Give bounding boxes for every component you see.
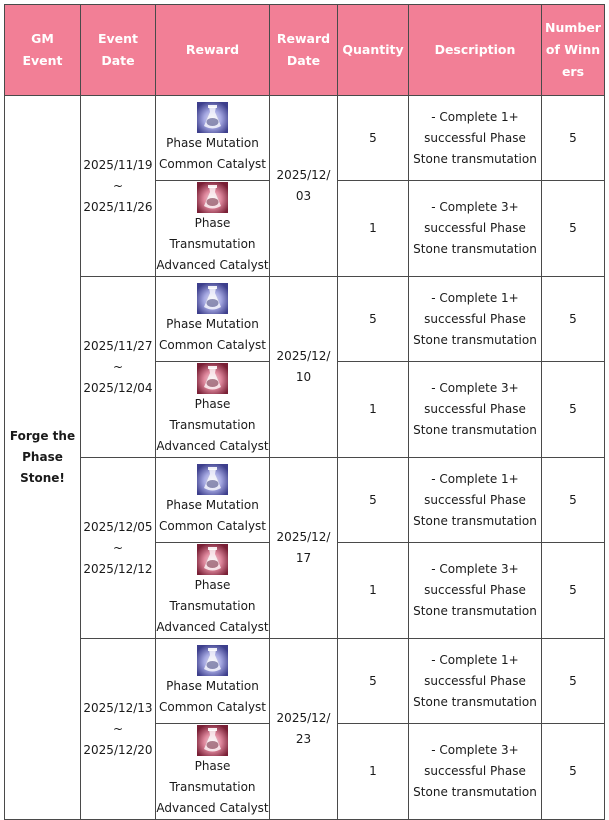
reward-date: 2025/12/ 23 xyxy=(270,639,338,820)
event-name: Forge the Phase Stone! xyxy=(5,96,81,820)
quantity-value: 5 xyxy=(338,639,409,724)
event-table xyxy=(4,4,605,820)
description-text: - Complete 1+ successful Phase Stone transmutation xyxy=(409,96,542,181)
header-winners: Number of Winners xyxy=(542,5,605,96)
winners-value: 5 xyxy=(542,181,605,277)
quantity-value: 1 xyxy=(338,181,409,277)
event-date: 2025/11/27 ~ 2025/12/04 xyxy=(81,277,156,458)
winners-value: 5 xyxy=(542,362,605,458)
event-date: 2025/12/13 ~ 2025/12/20 xyxy=(81,639,156,820)
table-row xyxy=(5,458,605,543)
reward-name: Phase Mutation Common Catalyst xyxy=(158,679,267,714)
reward-name: Phase Mutation Common Catalyst xyxy=(158,136,267,171)
reward-name: Phase Transmutation Advanced Catalyst xyxy=(156,216,269,272)
header-reward-date: Reward Date xyxy=(270,5,338,96)
reward-date: 2025/12/ 17 xyxy=(270,458,338,639)
phase-transmutation-catalyst-icon xyxy=(197,724,228,756)
phase-mutation-catalyst-icon xyxy=(197,644,228,676)
quantity-value: 1 xyxy=(338,724,409,820)
phase-mutation-catalyst-icon xyxy=(197,101,228,133)
reward-name: Phase Mutation Common Catalyst xyxy=(158,317,267,352)
description-text: - Complete 1+ successful Phase Stone transmutation xyxy=(409,639,542,724)
quantity-value: 5 xyxy=(338,458,409,543)
table-row xyxy=(5,639,605,724)
quantity-value: 5 xyxy=(338,96,409,181)
header-event-date: Event Date xyxy=(81,5,156,96)
reward-cell xyxy=(156,458,270,543)
header-quantity: Quantity xyxy=(338,5,409,96)
description-text: - Complete 1+ successful Phase Stone transmutation xyxy=(409,277,542,362)
quantity-value: 1 xyxy=(338,543,409,639)
reward-date: 2025/12/ 10 xyxy=(270,277,338,458)
quantity-value: 5 xyxy=(338,277,409,362)
reward-name: Phase Transmutation Advanced Catalyst xyxy=(156,397,269,453)
winners-value: 5 xyxy=(542,543,605,639)
header-row xyxy=(5,5,605,96)
reward-cell xyxy=(156,543,270,639)
reward-name: Phase Transmutation Advanced Catalyst xyxy=(156,578,269,634)
description-text: - Complete 1+ successful Phase Stone transmutation xyxy=(409,458,542,543)
winners-value: 5 xyxy=(542,96,605,181)
winners-value: 5 xyxy=(542,639,605,724)
table-row xyxy=(5,96,605,181)
event-date: 2025/12/05 ~ 2025/12/12 xyxy=(81,458,156,639)
header-gm-event: GM Event xyxy=(5,5,81,96)
phase-transmutation-catalyst-icon xyxy=(197,362,228,394)
winners-value: 5 xyxy=(542,724,605,820)
description-text: - Complete 3+ successful Phase Stone transmutation xyxy=(409,181,542,277)
description-text: - Complete 3+ successful Phase Stone transmutation xyxy=(409,543,542,639)
table-row xyxy=(5,277,605,362)
header-description: Description xyxy=(409,5,542,96)
header-reward: Reward xyxy=(156,5,270,96)
reward-cell xyxy=(156,277,270,362)
reward-cell xyxy=(156,96,270,181)
phase-transmutation-catalyst-icon xyxy=(197,543,228,575)
winners-value: 5 xyxy=(542,277,605,362)
phase-transmutation-catalyst-icon xyxy=(197,181,228,213)
reward-name: Phase Transmutation Advanced Catalyst xyxy=(156,759,269,815)
description-text: - Complete 3+ successful Phase Stone transmutation xyxy=(409,724,542,820)
reward-name: Phase Mutation Common Catalyst xyxy=(158,498,267,533)
winners-value: 5 xyxy=(542,458,605,543)
quantity-value: 1 xyxy=(338,362,409,458)
reward-cell xyxy=(156,724,270,820)
reward-cell xyxy=(156,181,270,277)
reward-cell xyxy=(156,362,270,458)
reward-date: 2025/12/ 03 xyxy=(270,96,338,277)
phase-mutation-catalyst-icon xyxy=(197,463,228,495)
reward-cell xyxy=(156,639,270,724)
event-date: 2025/11/19 ~ 2025/11/26 xyxy=(81,96,156,277)
description-text: - Complete 3+ successful Phase Stone transmutation xyxy=(409,362,542,458)
phase-mutation-catalyst-icon xyxy=(197,282,228,314)
